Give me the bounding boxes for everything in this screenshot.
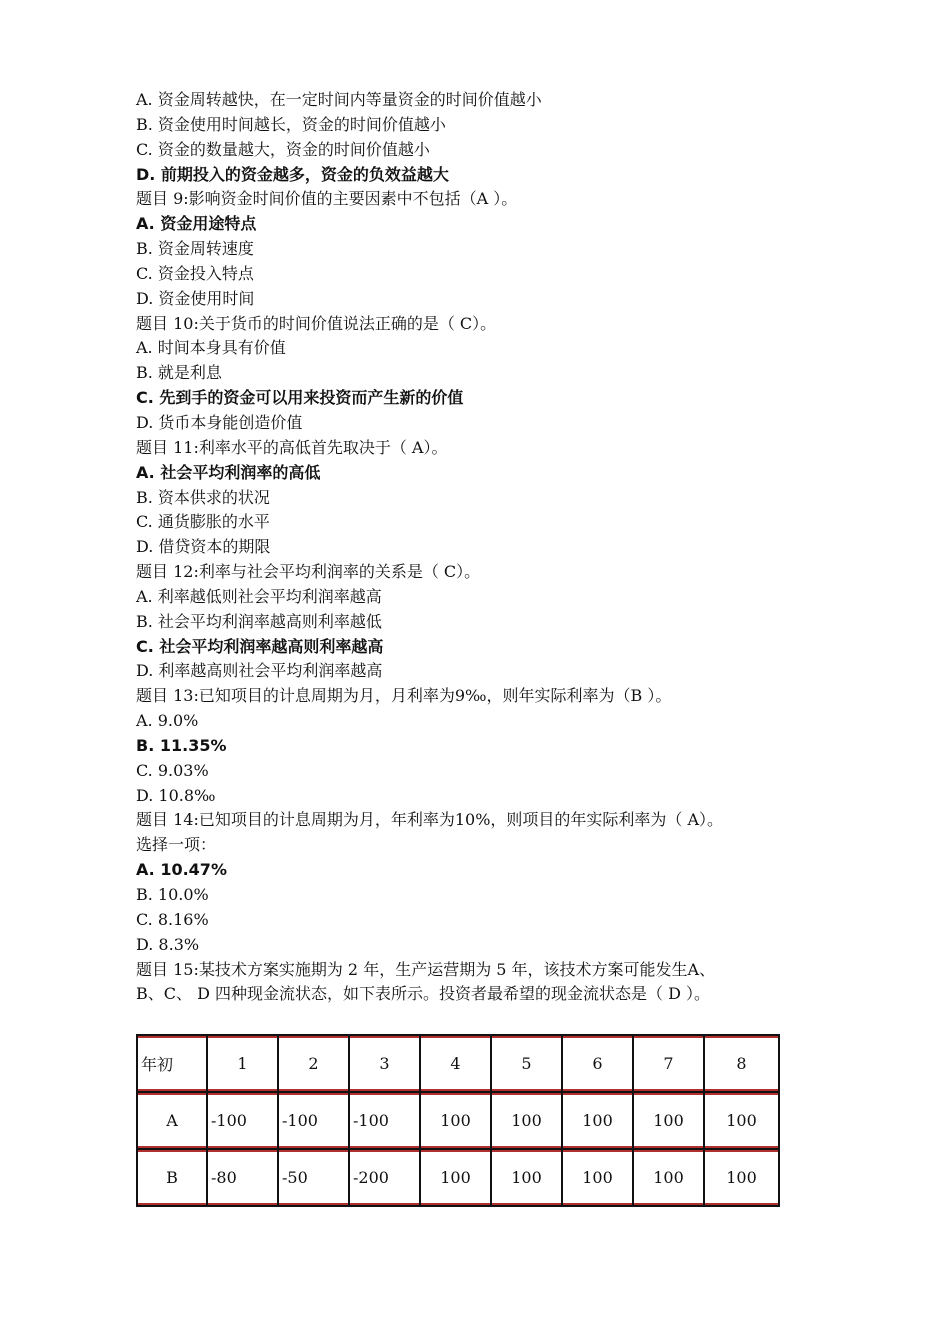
text-line: 题目 13:已知项目的计息周期为月，月利率为9‰，则年实际利率为（B ）。 xyxy=(136,686,672,706)
table-cell: -100 xyxy=(349,1092,420,1149)
text-line: B、C、 D 四种现金流状态，如下表所示。投资者最希望的现金流状态是（ D ）。 xyxy=(136,984,711,1004)
text-line: C. 先到手的资金可以用来投资而产生新的价值 xyxy=(136,388,464,408)
text-line: B. 资金使用时间越长，资金的时间价值越小 xyxy=(136,114,446,134)
table-cell: 7 xyxy=(633,1035,704,1092)
table-cell: 100 xyxy=(633,1092,704,1149)
text-line: D. 8.3% xyxy=(136,934,200,954)
table-cell: -80 xyxy=(207,1149,278,1206)
text-line: 题目 9:影响资金时间价值的主要因素中不包括（A ）。 xyxy=(136,189,518,209)
text-line: A. 9.0% xyxy=(136,711,199,731)
table-cell: 8 xyxy=(704,1035,779,1092)
table-cell: 100 xyxy=(562,1092,633,1149)
table-cell: 100 xyxy=(491,1092,562,1149)
text-line: C. 资金的数量越大，资金的时间价值越小 xyxy=(136,139,430,159)
table-cell: -50 xyxy=(278,1149,349,1206)
table-cell: 1 xyxy=(207,1035,278,1092)
text-line: C. 8.16% xyxy=(136,909,209,929)
text-line: A. 社会平均利润率的高低 xyxy=(136,462,321,482)
question-text-block xyxy=(136,88,836,1007)
table-cell: -200 xyxy=(349,1149,420,1206)
table-row xyxy=(137,1149,779,1206)
text-line: D. 10.8‰ xyxy=(136,785,216,805)
text-line: C. 社会平均利润率越高则利率越高 xyxy=(136,636,384,656)
text-line: A. 资金周转越快，在一定时间内等量资金的时间价值越小 xyxy=(136,90,542,109)
table-cell: 4 xyxy=(420,1035,491,1092)
table-cell: A xyxy=(137,1092,207,1149)
table-cell: 100 xyxy=(633,1149,704,1206)
table-cell: 年初 xyxy=(137,1035,207,1092)
text-line: D. 货币本身能创造价值 xyxy=(136,412,303,432)
table-cell: 5 xyxy=(491,1035,562,1092)
text-line: D. 借贷资本的期限 xyxy=(136,537,271,557)
text-line: B. 就是利息 xyxy=(136,363,222,383)
text-line: D. 利率越高则社会平均利润率越高 xyxy=(136,661,383,681)
table-cell: 100 xyxy=(562,1149,633,1206)
table-cell: 100 xyxy=(704,1092,779,1149)
text-line: 题目 10:关于货币的时间价值说法正确的是（ C）。 xyxy=(136,313,497,333)
table-cell: -100 xyxy=(207,1092,278,1149)
text-line: 选择一项： xyxy=(136,835,217,855)
text-line: 题目 14:已知项目的计息周期为月，年利率为10%，则项目的年实际利率为（ A）。 xyxy=(136,810,724,830)
text-line: 题目 12:利率与社会平均利润率的关系是（ C）。 xyxy=(136,562,481,582)
text-line: B. 资本供求的状况 xyxy=(136,487,270,507)
text-line: D. 前期投入的资金越多，资金的负效益越大 xyxy=(136,164,449,184)
cash-flow-table-wrap xyxy=(136,1034,778,1207)
table-header-row xyxy=(137,1035,779,1092)
table-row xyxy=(137,1092,779,1149)
text-line: D. 资金使用时间 xyxy=(136,288,255,308)
table-cell: 2 xyxy=(278,1035,349,1092)
table-cell: 100 xyxy=(704,1149,779,1206)
table-cell: 6 xyxy=(562,1035,633,1092)
text-line: C. 通货膨胀的水平 xyxy=(136,512,270,532)
text-line: B. 社会平均利润率越高则利率越低 xyxy=(136,611,382,631)
text-line: A. 资金用途特点 xyxy=(136,214,257,234)
text-line: A. 利率越低则社会平均利润率越高 xyxy=(136,586,382,606)
text-line: C. 9.03% xyxy=(136,760,209,780)
table-cell: 100 xyxy=(420,1149,491,1206)
text-line: 题目 11:利率水平的高低首先取决于（ A）。 xyxy=(136,437,448,457)
table-cell: 3 xyxy=(349,1035,420,1092)
text-line: B. 10.0% xyxy=(136,885,209,904)
table-cell: 100 xyxy=(420,1092,491,1149)
cash-flow-table xyxy=(136,1034,780,1207)
text-line: 题目 15:某技术方案实施期为 2 年，生产运营期为 5 年，该技术方案可能发生A、 xyxy=(136,959,716,979)
text-line: B. 资金周转速度 xyxy=(136,239,254,259)
text-line: C. 资金投入特点 xyxy=(136,263,254,283)
text-line: A. 时间本身具有价值 xyxy=(136,338,286,358)
text-line: B. 11.35% xyxy=(136,735,227,755)
table-cell: -100 xyxy=(278,1092,349,1149)
table-cell: B xyxy=(137,1149,207,1206)
table-cell: 100 xyxy=(491,1149,562,1206)
text-line: A. 10.47% xyxy=(136,860,227,880)
